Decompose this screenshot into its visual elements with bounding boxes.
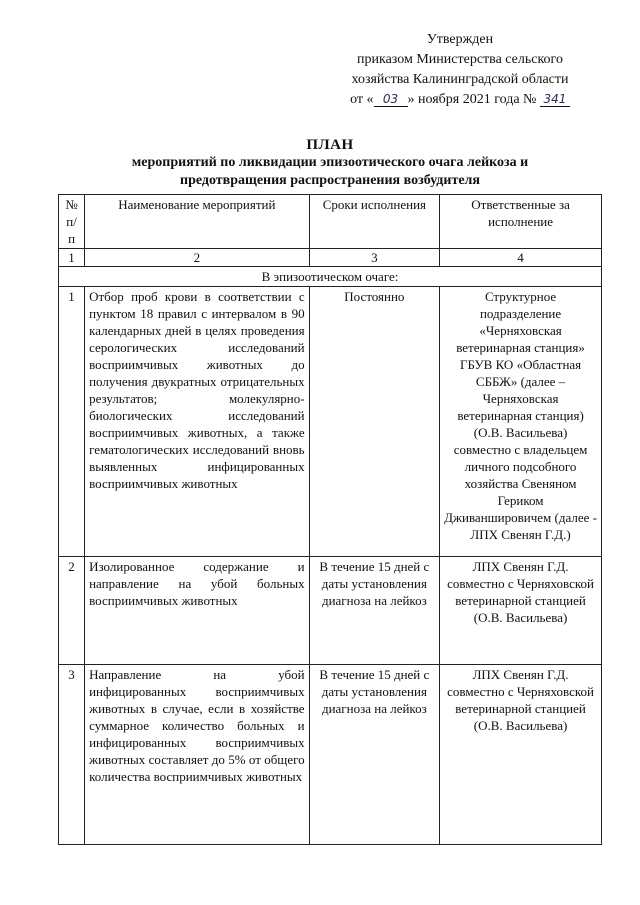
row-deadline: В течение 15 дней с даты установления диагноза на лейкоз bbox=[309, 665, 440, 845]
approval-line-3: хозяйства Калининградской области bbox=[351, 72, 569, 87]
title-line-2: мероприятий по ликвидации эпизоотического очага лейкоза и bbox=[131, 155, 529, 170]
row-deadline: В течение 15 дней с даты установления диагноза на лейкоз bbox=[309, 557, 440, 665]
handwritten-order-number: 341 bbox=[540, 92, 570, 107]
table-row bbox=[59, 665, 602, 845]
approval-date-line bbox=[330, 90, 590, 110]
header-responsible: Ответственные за исполнение bbox=[440, 195, 602, 249]
header-deadline: Сроки исполнения bbox=[309, 195, 440, 249]
table-row bbox=[59, 287, 602, 557]
handwritten-day: 03 bbox=[374, 92, 408, 107]
row-name: Изолированное содержание и направление на убой больных восприимчивых животных bbox=[85, 557, 310, 665]
column-number-1: 1 bbox=[59, 249, 85, 267]
row-responsible: ЛПХ Свенян Г.Д. совместно с Черняховской ветеринарной станцией (О.В. Васильева) bbox=[440, 665, 602, 845]
row-name: Отбор проб крови в соответствии с пунктом 18 правил с интервалом в 90 календарных дней в целях проведения серологических исследований восприимчивых животных до получения двукратных отрицательных результатов; молекулярно-биологических исследований восприимчивых животных, а также гематологических исследований вновь выявленных инфицированных восприимчивых животных bbox=[85, 287, 310, 557]
row-responsible: Структурное подразделение «Черняховская ветеринарная станция» ГБУВ КО «Областная СББЖ» (далее – Черняховская ветеринарная станция) (О.В. Васильева) совместно с владельцем личного подсобного хозяйства Свеняном Гериком Дживаншировичем (далее - ЛПХ Свенян Г.Д.) bbox=[440, 287, 602, 557]
row-responsible: ЛПХ Свенян Г.Д. совместно с Черняховской ветеринарной станцией (О.В. Васильева) bbox=[440, 557, 602, 665]
column-number-row bbox=[59, 249, 602, 267]
section-row bbox=[59, 267, 602, 287]
row-num: 3 bbox=[59, 665, 85, 845]
date-middle: » ноября 2021 года № bbox=[407, 92, 537, 107]
header-num: № п/п bbox=[59, 195, 85, 249]
row-num: 2 bbox=[59, 557, 85, 665]
approval-line-2: приказом Министерства сельского bbox=[357, 52, 563, 67]
header-name: Наименование мероприятий bbox=[85, 195, 310, 249]
table-header-row bbox=[59, 195, 602, 249]
approval-stamp bbox=[330, 30, 590, 110]
row-name: Направление на убой инфицированных восприимчивых животных в случае, если в хозяйстве суммарное количество больных и инфицированных восприимчивых животных составляет до 5% от общего количества восприимчивых животных bbox=[85, 665, 310, 845]
column-number-3: 3 bbox=[309, 249, 440, 267]
section-label: В эпизоотическом очаге: bbox=[59, 267, 602, 287]
row-deadline: Постоянно bbox=[309, 287, 440, 557]
row-num: 1 bbox=[59, 287, 85, 557]
document-title bbox=[60, 136, 600, 190]
date-prefix: от « bbox=[350, 92, 374, 107]
column-number-2: 2 bbox=[85, 249, 310, 267]
plan-table bbox=[58, 194, 602, 845]
title-line-3: предотвращения распространения возбудителя bbox=[180, 173, 480, 188]
approval-line-1: Утвержден bbox=[426, 32, 494, 47]
title-main: ПЛАН bbox=[306, 137, 354, 153]
column-number-4: 4 bbox=[440, 249, 602, 267]
table-row bbox=[59, 557, 602, 665]
